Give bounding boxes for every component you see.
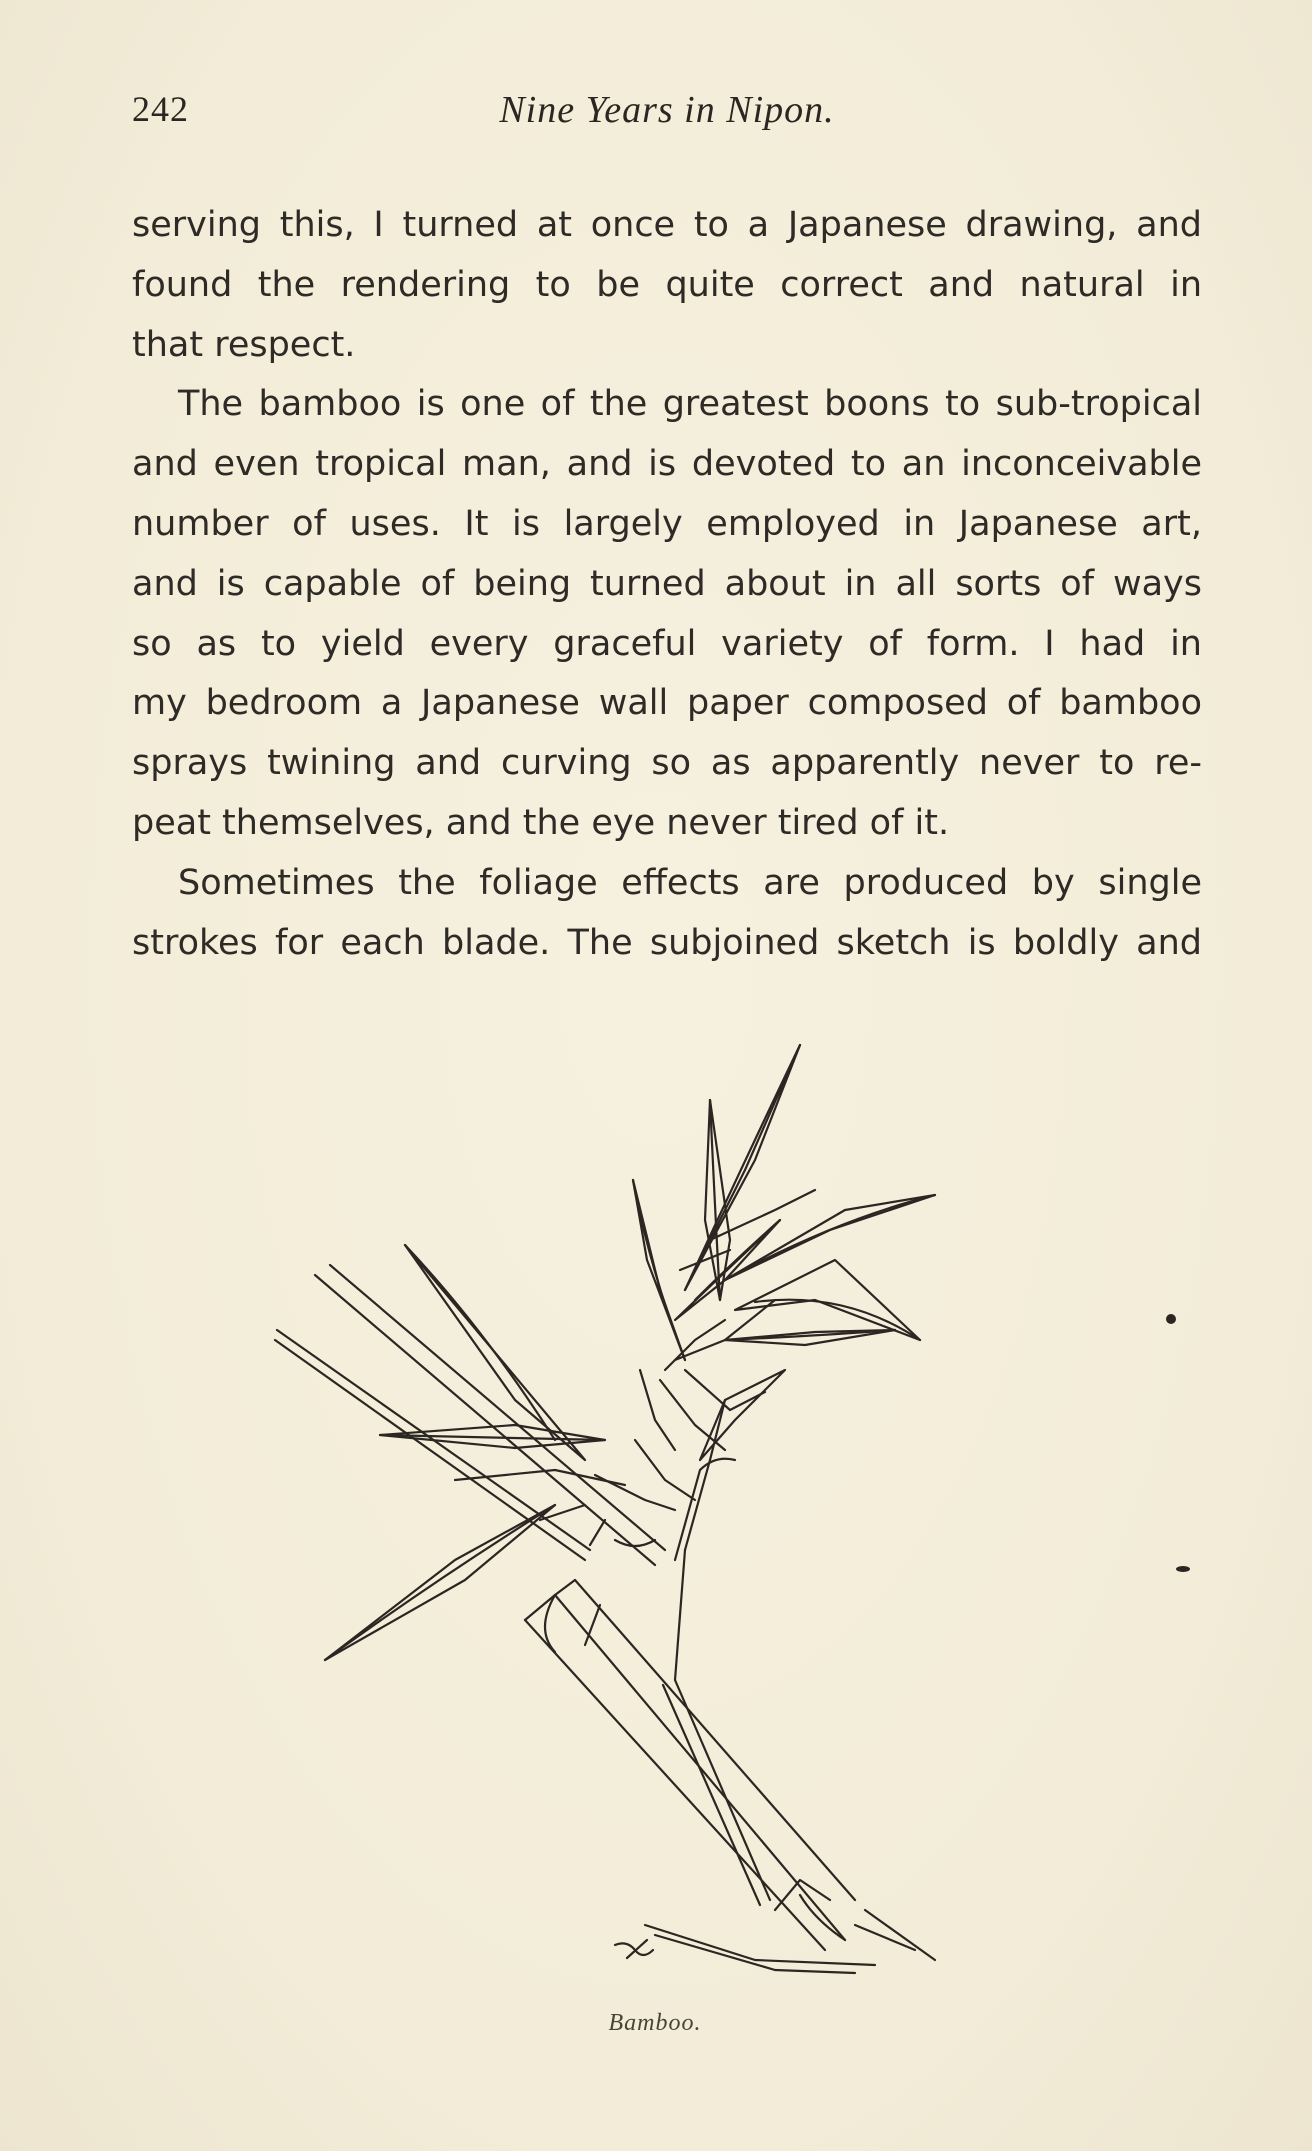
text-line: so as to yield every graceful variety of form. I had in: [132, 623, 1202, 664]
text-line: found the rendering to be quite correct and natural in: [132, 264, 1202, 305]
bamboo-leaf: [325, 1505, 555, 1660]
text-line: Sometimes the foliage effects are produced by single: [178, 862, 1202, 903]
text-line: The bamboo is one of the greatest boons to sub-tropical: [178, 384, 1202, 425]
bamboo-leaf: [633, 1180, 685, 1360]
bamboo-illustration: [255, 1040, 1035, 1990]
text-line: and even tropical man, and is devoted to an inconceivable: [132, 444, 1202, 485]
body-text: [132, 196, 1202, 973]
bamboo-branch: [675, 1550, 770, 1900]
text-line: and is capable of being turned about in all sorts of ways: [132, 563, 1202, 604]
figure-caption: Bamboo.: [608, 2010, 702, 2036]
running-title: Nine Years in Nipon.: [499, 89, 835, 131]
text-line: number of uses. It is largely employed in Japanese art,: [132, 503, 1202, 544]
text-line: sprays twining and curving so as apparently never to re-: [132, 743, 1202, 784]
page-header: [132, 88, 1202, 138]
ink-speck: [1166, 1314, 1176, 1324]
text-line: peat themselves, and the eye never tired of it.: [132, 802, 950, 843]
text-line: my bedroom a Japanese wall paper composed of bamboo: [132, 683, 1202, 724]
text-line: that respect.: [132, 324, 356, 365]
bamboo-leaf: [725, 1195, 935, 1280]
bamboo-leaf: [700, 1370, 785, 1460]
text-line: serving this, I turned at once to a Japanese drawing, and: [132, 205, 1202, 245]
text-line: strokes for each blade. The subjoined sketch is boldly and: [132, 922, 1202, 963]
ink-speck: [1176, 1566, 1190, 1572]
page-number: 242: [132, 89, 189, 129]
